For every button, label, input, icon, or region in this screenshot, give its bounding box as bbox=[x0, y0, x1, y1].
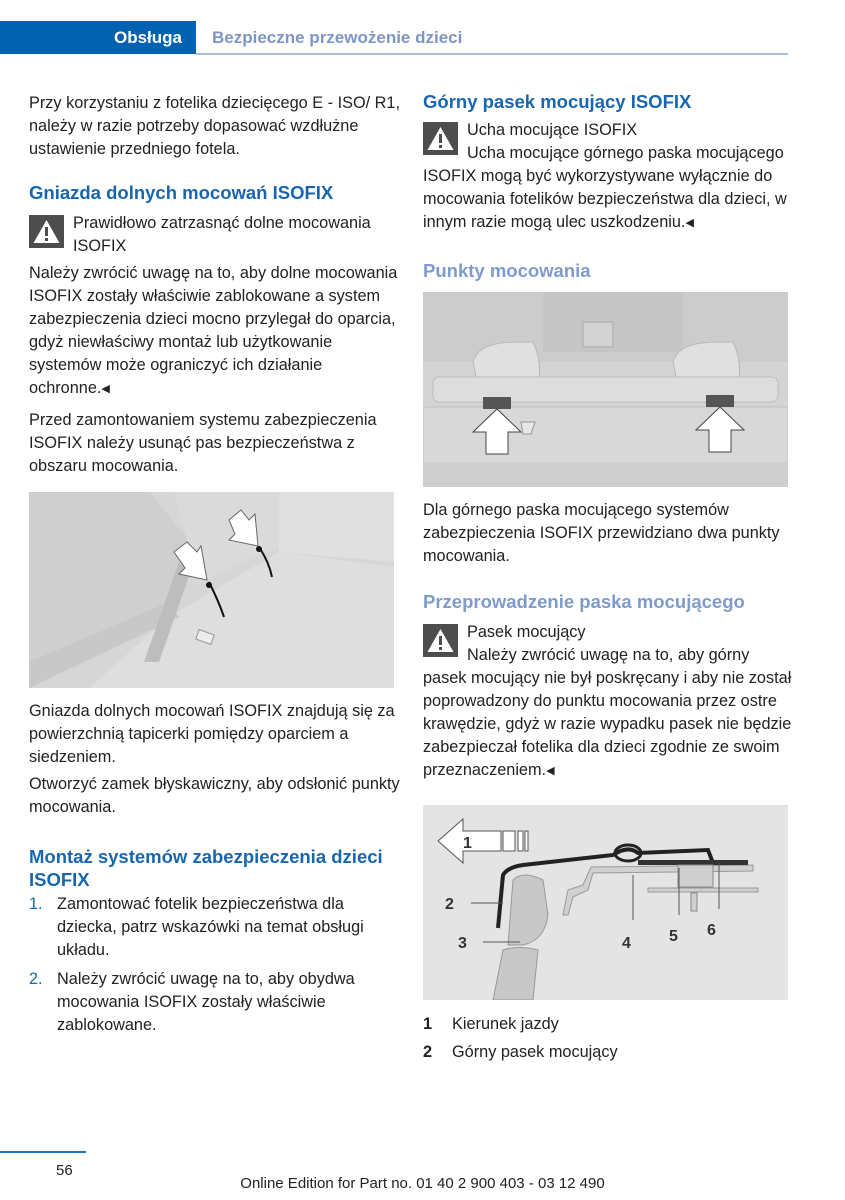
step-item bbox=[29, 968, 401, 1037]
legend-number: 2 bbox=[423, 1043, 433, 1061]
step-number: 1. bbox=[29, 895, 43, 913]
edition-info bbox=[0, 1175, 845, 1192]
warning-text: Ucha mocujące górnego paska mocującego ISOFIX mogą być wykorzystywane wyłącznie do mocowania fotelików bezpieczeństwa dla dzieci, w innym razie mogą ulec uszkodzeniu. bbox=[423, 144, 787, 231]
warning-title: Prawidłowo zatrzasnąć dolne mocowania ISOFIX bbox=[73, 214, 371, 255]
paragraph: Przed zamontowaniem systemu zabezpieczenia ISOFIX należy usunąć pas bezpieczeństwa z obszaru mocowania. bbox=[29, 411, 377, 475]
warning-block bbox=[29, 212, 401, 258]
diagram-label: 2 bbox=[445, 896, 454, 913]
legend-item bbox=[423, 1038, 795, 1066]
warning-paragraph bbox=[29, 262, 401, 401]
warning-triangle-icon bbox=[29, 215, 64, 248]
diagram-label: 5 bbox=[669, 928, 678, 945]
heading-top-tether: Górny pasek mocujący ISOFIX bbox=[423, 91, 692, 112]
end-mark-icon: ◀ bbox=[101, 383, 110, 395]
paragraph: Dla górnego paska mocującego systemów zabezpieczenia ISOFIX przewidziano dwa punkty mocowania. bbox=[423, 501, 780, 565]
page-number: 56 bbox=[56, 1162, 73, 1179]
legend-text: Górny pasek mocujący bbox=[452, 1043, 618, 1061]
diagram-label: 3 bbox=[458, 935, 467, 952]
legend-number: 1 bbox=[423, 1015, 433, 1033]
right-column bbox=[423, 90, 795, 1066]
figure-tether-routing-diagram bbox=[423, 805, 788, 1000]
warning-text: Należy zwrócić uwagę na to, aby górny pasek mocujący nie był poskręcany i aby nie został poprowadzony do punktu mocowania przez ostre krawędzie, gdyż w razie wypadku pasek nie będzie zabezpieczał fotelika dla dzieci zgodnie ze swoim przeznaczeniem. bbox=[423, 646, 792, 779]
legend-text: Kierunek jazdy bbox=[452, 1015, 559, 1033]
warning-title: Pasek mocujący bbox=[467, 623, 586, 641]
step-text: Należy zwrócić uwagę na to, aby obydwa mocowania ISOFIX zostały właściwie zablokowane. bbox=[57, 970, 355, 1034]
figure-rear-anchor-points bbox=[423, 292, 788, 487]
warning-triangle-icon bbox=[423, 624, 458, 657]
step-number: 2. bbox=[29, 970, 43, 988]
diagram-label: 4 bbox=[622, 935, 631, 952]
left-column bbox=[29, 92, 401, 1043]
figure-caption: Otworzyć zamek błyskawiczny, aby odsłonić punkty mocowania. bbox=[29, 775, 400, 816]
warning-text-block bbox=[423, 142, 795, 235]
step-item bbox=[29, 893, 401, 962]
footer-divider bbox=[0, 1151, 86, 1153]
warning-triangle-icon bbox=[423, 122, 458, 155]
diagram-label: 6 bbox=[707, 922, 716, 939]
warning-text-block bbox=[423, 644, 795, 783]
figure-seat-anchors bbox=[29, 492, 394, 688]
figure-caption: Gniazda dolnych mocowań ISOFIX znajdują się za powierzchnią tapicerki pomiędzy oparciem a siedzeniem. bbox=[29, 702, 395, 766]
heading-mounting-isofix: Montaż systemów zabezpieczenia dzieci ISOFIX bbox=[29, 846, 383, 890]
header-divider bbox=[196, 53, 788, 55]
heading-lower-isofix: Gniazda dolnych mocowań ISOFIX bbox=[29, 182, 334, 203]
warning-text: Należy zwrócić uwagę na to, aby dolne mocowania ISOFIX zostały właściwie zablokowane a system zabezpieczenia dzieci mocno przylegał do oparcia, gdyż niewłaściwy montaż lub użytkowanie systemów może ograniczyć ich działanie ochronne. bbox=[29, 264, 398, 397]
step-text: Zamontować fotelik bezpieczeństwa dla dziecka, patrz wskazówki na temat obsługi układu. bbox=[57, 895, 364, 959]
diagram-legend bbox=[423, 1010, 795, 1066]
edition-text: Online Edition for Part no. 01 40 2 900 403 - 03 12 490 bbox=[240, 1175, 605, 1192]
warning-title: Ucha mocujące ISOFIX bbox=[467, 121, 638, 139]
diagram-label: 1 bbox=[463, 835, 472, 852]
end-mark-icon: ◀ bbox=[546, 765, 555, 777]
end-mark-icon: ◀ bbox=[685, 217, 694, 229]
chapter-title: Obsługa bbox=[113, 28, 182, 47]
intro-paragraph: Przy korzystaniu z fotelika dziecięcego E - ISO/ R1, należy w razie potrzeby dopasować wzdłużne ustawienie przedniego fotela. bbox=[29, 94, 400, 158]
steps-list bbox=[29, 893, 401, 1037]
legend-item bbox=[423, 1010, 795, 1038]
warning-block bbox=[423, 621, 795, 783]
heading-anchor-points: Punkty mocowania bbox=[423, 260, 591, 281]
warning-block bbox=[423, 119, 795, 235]
heading-routing-strap: Przeprowadzenie paska mocującego bbox=[423, 591, 745, 612]
section-title: Bezpieczne przewożenie dzieci bbox=[212, 28, 463, 47]
